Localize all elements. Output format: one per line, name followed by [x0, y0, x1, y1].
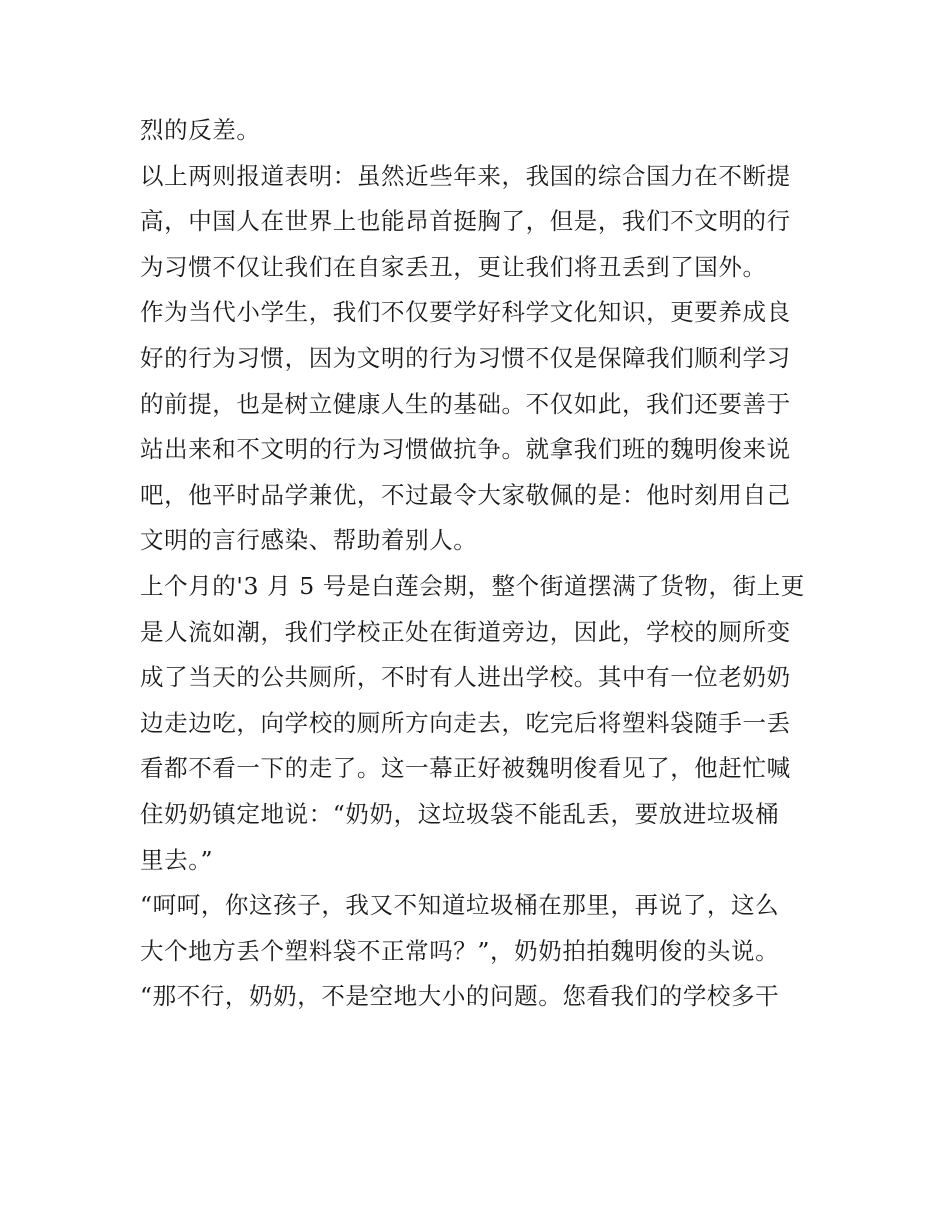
text-line: 看都不看一下的走了。这一幕正好被魏明俊看见了，他赶忙喊 — [140, 754, 791, 783]
text-line: “呵呵，你这孩子，我又不知道垃圾桶在那里，再说了，这么 — [140, 891, 780, 920]
text-line: 边走边吃，向学校的厕所方向走去，吃完后将塑料袋随手一丢 — [140, 708, 791, 737]
text-line: 的前提，也是树立健康人生的基础。不仅如此，我们还要善于 — [140, 389, 791, 418]
body-text — [140, 108, 820, 1020]
text-line: 上个月的'3 月 5 号是白莲会期，整个街道摆满了货物，街上更 — [140, 571, 805, 600]
text-line: 文明的言行感染、帮助着别人。 — [140, 526, 478, 555]
text-line: 高，中国人在世界上也能昂首挺胸了，但是，我们不文明的行 — [140, 207, 791, 236]
text-line: 作为当代小学生，我们不仅要学好科学文化知识，更要养成良 — [140, 298, 791, 327]
text-line: 以上两则报道表明：虽然近些年来，我国的综合国力在不断提 — [140, 161, 791, 190]
text-line: 站出来和不文明的行为习惯做抗争。就拿我们班的魏明俊来说 — [140, 435, 791, 464]
text-line: 是人流如潮，我们学校正处在街道旁边，因此，学校的厕所变 — [140, 617, 791, 646]
text-line: “那不行，奶奶，不是空地大小的问题。您看我们的学校多干 — [140, 982, 780, 1011]
text-line: 住奶奶镇定地说：“奶奶，这垃圾袋不能乱丢，要放进垃圾桶 — [140, 799, 780, 828]
text-line: 为习惯不仅让我们在自家丢丑，更让我们将丑丢到了国外。 — [140, 252, 767, 281]
text-line: 大个地方丢个塑料袋不正常吗？”，奶奶拍拍魏明俊的头说。 — [140, 936, 780, 965]
text-line: 烈的反差。 — [140, 116, 261, 144]
text-line: 好的行为习惯，因为文明的行为习惯不仅是保障我们顺利学习 — [140, 343, 791, 372]
text-line: 里去。” — [140, 845, 214, 874]
text-line: 吧，他平时品学兼优，不过最令大家敬佩的是：他时刻用自己 — [140, 480, 791, 509]
text-line: 成了当天的公共厕所，不时有人进出学校。其中有一位老奶奶 — [140, 663, 791, 692]
